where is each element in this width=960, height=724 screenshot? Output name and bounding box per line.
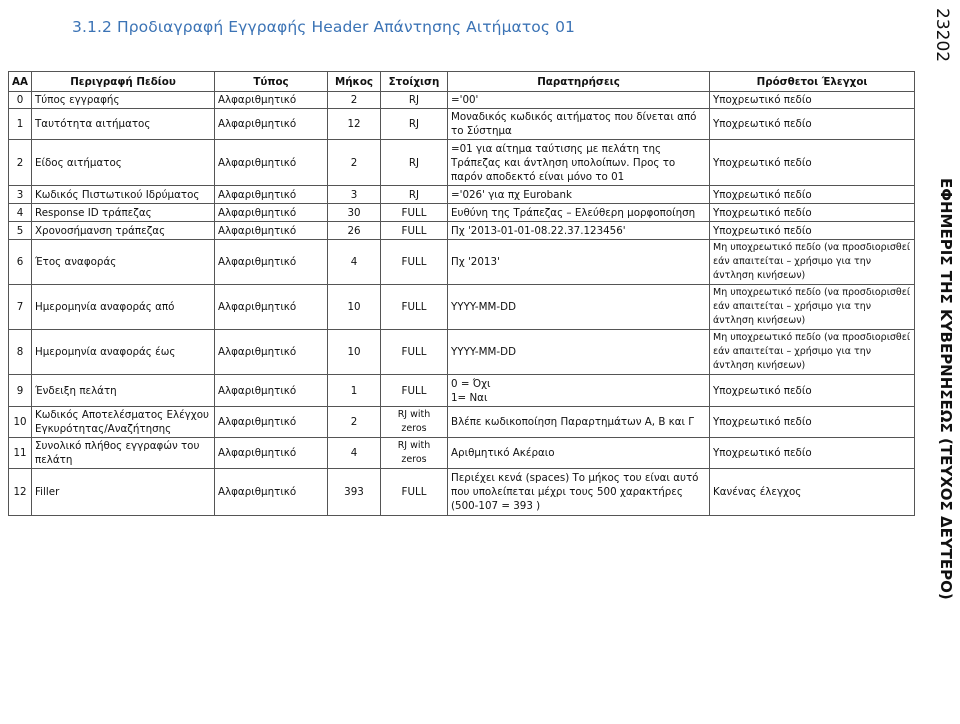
- page-number: 23202: [932, 8, 952, 63]
- row-description: Είδος αιτήματος: [32, 140, 215, 186]
- row-type: Αλφαριθμητικό: [215, 92, 328, 109]
- row-alignment: FULL: [381, 469, 448, 516]
- row-remarks: YYYY-MM-DD: [448, 285, 710, 330]
- row-remarks: ='026' για πχ Eurobank: [448, 186, 710, 204]
- row-alignment: RJ: [381, 109, 448, 140]
- header-description: Περιγραφή Πεδίου: [32, 72, 215, 92]
- header-type: Τύπος: [215, 72, 328, 92]
- row-alignment: RJ: [381, 140, 448, 186]
- row-type: Αλφαριθμητικό: [215, 438, 328, 469]
- row-type: Αλφαριθμητικό: [215, 204, 328, 222]
- table-header-row: [9, 72, 915, 92]
- row-checks: Υποχρεωτικό πεδίο: [710, 186, 915, 204]
- row-description: Ημερομηνία αναφοράς από: [32, 285, 215, 330]
- row-remarks: Ευθύνη της Τράπεζας – Ελεύθερη μορφοποίηση: [448, 204, 710, 222]
- row-checks: Υποχρεωτικό πεδίο: [710, 407, 915, 438]
- table-row: [9, 92, 915, 109]
- header-remarks: Παρατηρήσεις: [448, 72, 710, 92]
- row-remarks: YYYY-MM-DD: [448, 330, 710, 375]
- row-remarks: =01 για αίτημα ταύτισης με πελάτη της Τράπεζας και άντληση υπολοίπων. Προς το παρόν αποδεκτό είναι μόνο το 01: [448, 140, 710, 186]
- row-alignment: FULL: [381, 330, 448, 375]
- row-length: 10: [328, 285, 381, 330]
- table-row: [9, 222, 915, 240]
- row-aa: 8: [9, 330, 32, 375]
- row-aa: 7: [9, 285, 32, 330]
- row-description: Έτος αναφοράς: [32, 240, 215, 285]
- row-type: Αλφαριθμητικό: [215, 109, 328, 140]
- row-description: Ένδειξη πελάτη: [32, 375, 215, 407]
- table-row: [9, 186, 915, 204]
- row-description: Τύπος εγγραφής: [32, 92, 215, 109]
- row-length: 12: [328, 109, 381, 140]
- table-row: [9, 407, 915, 438]
- row-aa: 9: [9, 375, 32, 407]
- row-aa: 6: [9, 240, 32, 285]
- row-length: 2: [328, 92, 381, 109]
- row-aa: 2: [9, 140, 32, 186]
- row-remarks: Περιέχει κενά (spaces) Το μήκος του είναι αυτό που υπολείπεται μέχρι τους 500 χαρακτήρες (500-107 = 393 ): [448, 469, 710, 516]
- row-remarks: Βλέπε κωδικοποίηση Παραρτημάτων Α, Β και Γ: [448, 407, 710, 438]
- row-type: Αλφαριθμητικό: [215, 285, 328, 330]
- header-alignment: Στοίχιση: [381, 72, 448, 92]
- row-aa: 5: [9, 222, 32, 240]
- section-title: 3.1.2 Προδιαγραφή Εγγραφής Header Απάντησης Αιτήματος 01: [72, 18, 576, 36]
- row-checks: Υποχρεωτικό πεδίο: [710, 140, 915, 186]
- table-row: [9, 109, 915, 140]
- row-length: 4: [328, 240, 381, 285]
- row-checks: Μη υποχρεωτικό πεδίο (να προσδιορισθεί εάν απαιτείται – χρήσιμο για την άντληση κινήσεων): [710, 285, 915, 330]
- table-row: [9, 438, 915, 469]
- row-checks: Υποχρεωτικό πεδίο: [710, 375, 915, 407]
- row-remarks: Πχ '2013-01-01-08.22.37.123456': [448, 222, 710, 240]
- row-aa: 3: [9, 186, 32, 204]
- row-description: Filler: [32, 469, 215, 516]
- header-length: Μήκος: [328, 72, 381, 92]
- row-length: 4: [328, 438, 381, 469]
- row-description: Response ID τράπεζας: [32, 204, 215, 222]
- row-checks: Υποχρεωτικό πεδίο: [710, 109, 915, 140]
- table-row: [9, 285, 915, 330]
- row-length: 1: [328, 375, 381, 407]
- row-type: Αλφαριθμητικό: [215, 407, 328, 438]
- row-aa: 10: [9, 407, 32, 438]
- row-length: 26: [328, 222, 381, 240]
- row-length: 393: [328, 469, 381, 516]
- row-length: 2: [328, 140, 381, 186]
- row-description: Συνολικό πλήθος εγγραφών του πελάτη: [32, 438, 215, 469]
- row-type: Αλφαριθμητικό: [215, 469, 328, 516]
- row-remarks: 0 = Όχι 1= Ναι: [448, 375, 710, 407]
- table-row: [9, 330, 915, 375]
- table-row: [9, 375, 915, 407]
- row-checks: Μη υποχρεωτικό πεδίο (να προσδιορισθεί εάν απαιτείται – χρήσιμο για την άντληση κινήσεων): [710, 240, 915, 285]
- row-description: Κωδικός Αποτελέσματος Ελέγχου Εγκυρότητας/Αναζήτησης: [32, 407, 215, 438]
- table-row: [9, 140, 915, 186]
- row-checks: Υποχρεωτικό πεδίο: [710, 204, 915, 222]
- row-remarks: Αριθμητικό Ακέραιο: [448, 438, 710, 469]
- row-description: Ταυτότητα αιτήματος: [32, 109, 215, 140]
- row-type: Αλφαριθμητικό: [215, 330, 328, 375]
- header-aa: ΑΑ: [9, 72, 32, 92]
- row-alignment: RJ with zeros: [381, 407, 448, 438]
- row-remarks: Πχ '2013': [448, 240, 710, 285]
- row-aa: 11: [9, 438, 32, 469]
- row-length: 2: [328, 407, 381, 438]
- row-aa: 1: [9, 109, 32, 140]
- row-length: 3: [328, 186, 381, 204]
- row-description: Ημερομηνία αναφοράς έως: [32, 330, 215, 375]
- row-alignment: RJ: [381, 186, 448, 204]
- row-aa: 12: [9, 469, 32, 516]
- row-aa: 0: [9, 92, 32, 109]
- table-row: [9, 204, 915, 222]
- row-length: 10: [328, 330, 381, 375]
- row-alignment: RJ: [381, 92, 448, 109]
- row-alignment: FULL: [381, 375, 448, 407]
- row-alignment: FULL: [381, 240, 448, 285]
- row-description: Χρονοσήμανση τράπεζας: [32, 222, 215, 240]
- row-checks: Υποχρεωτικό πεδίο: [710, 438, 915, 469]
- row-type: Αλφαριθμητικό: [215, 222, 328, 240]
- row-type: Αλφαριθμητικό: [215, 140, 328, 186]
- row-type: Αλφαριθμητικό: [215, 186, 328, 204]
- row-alignment: RJ with zeros: [381, 438, 448, 469]
- row-alignment: FULL: [381, 222, 448, 240]
- row-checks: Υποχρεωτικό πεδίο: [710, 92, 915, 109]
- header-additional-checks: Πρόσθετοι Έλεγχοι: [710, 72, 915, 92]
- row-aa: 4: [9, 204, 32, 222]
- row-type: Αλφαριθμητικό: [215, 240, 328, 285]
- table-row: [9, 240, 915, 285]
- row-description: Κωδικός Πιστωτικού Ιδρύματος: [32, 186, 215, 204]
- row-checks: Μη υποχρεωτικό πεδίο (να προσδιορισθεί εάν απαιτείται – χρήσιμο για την άντληση κινήσεων): [710, 330, 915, 375]
- row-remarks: Μοναδικός κωδικός αιτήματος που δίνεται από το Σύστημα: [448, 109, 710, 140]
- table-row: [9, 469, 915, 516]
- row-checks: Υποχρεωτικό πεδίο: [710, 222, 915, 240]
- gazette-running-title: ΕΦΗΜΕΡΙΣ ΤΗΣ ΚΥΒΕΡΝΗΣΕΩΣ (ΤΕΥΧΟΣ ΔΕΥΤΕΡΟ): [937, 178, 955, 600]
- row-type: Αλφαριθμητικό: [215, 375, 328, 407]
- row-alignment: FULL: [381, 285, 448, 330]
- row-checks: Κανένας έλεγχος: [710, 469, 915, 516]
- field-spec-table: [8, 71, 915, 516]
- row-alignment: FULL: [381, 204, 448, 222]
- row-length: 30: [328, 204, 381, 222]
- row-remarks: ='00': [448, 92, 710, 109]
